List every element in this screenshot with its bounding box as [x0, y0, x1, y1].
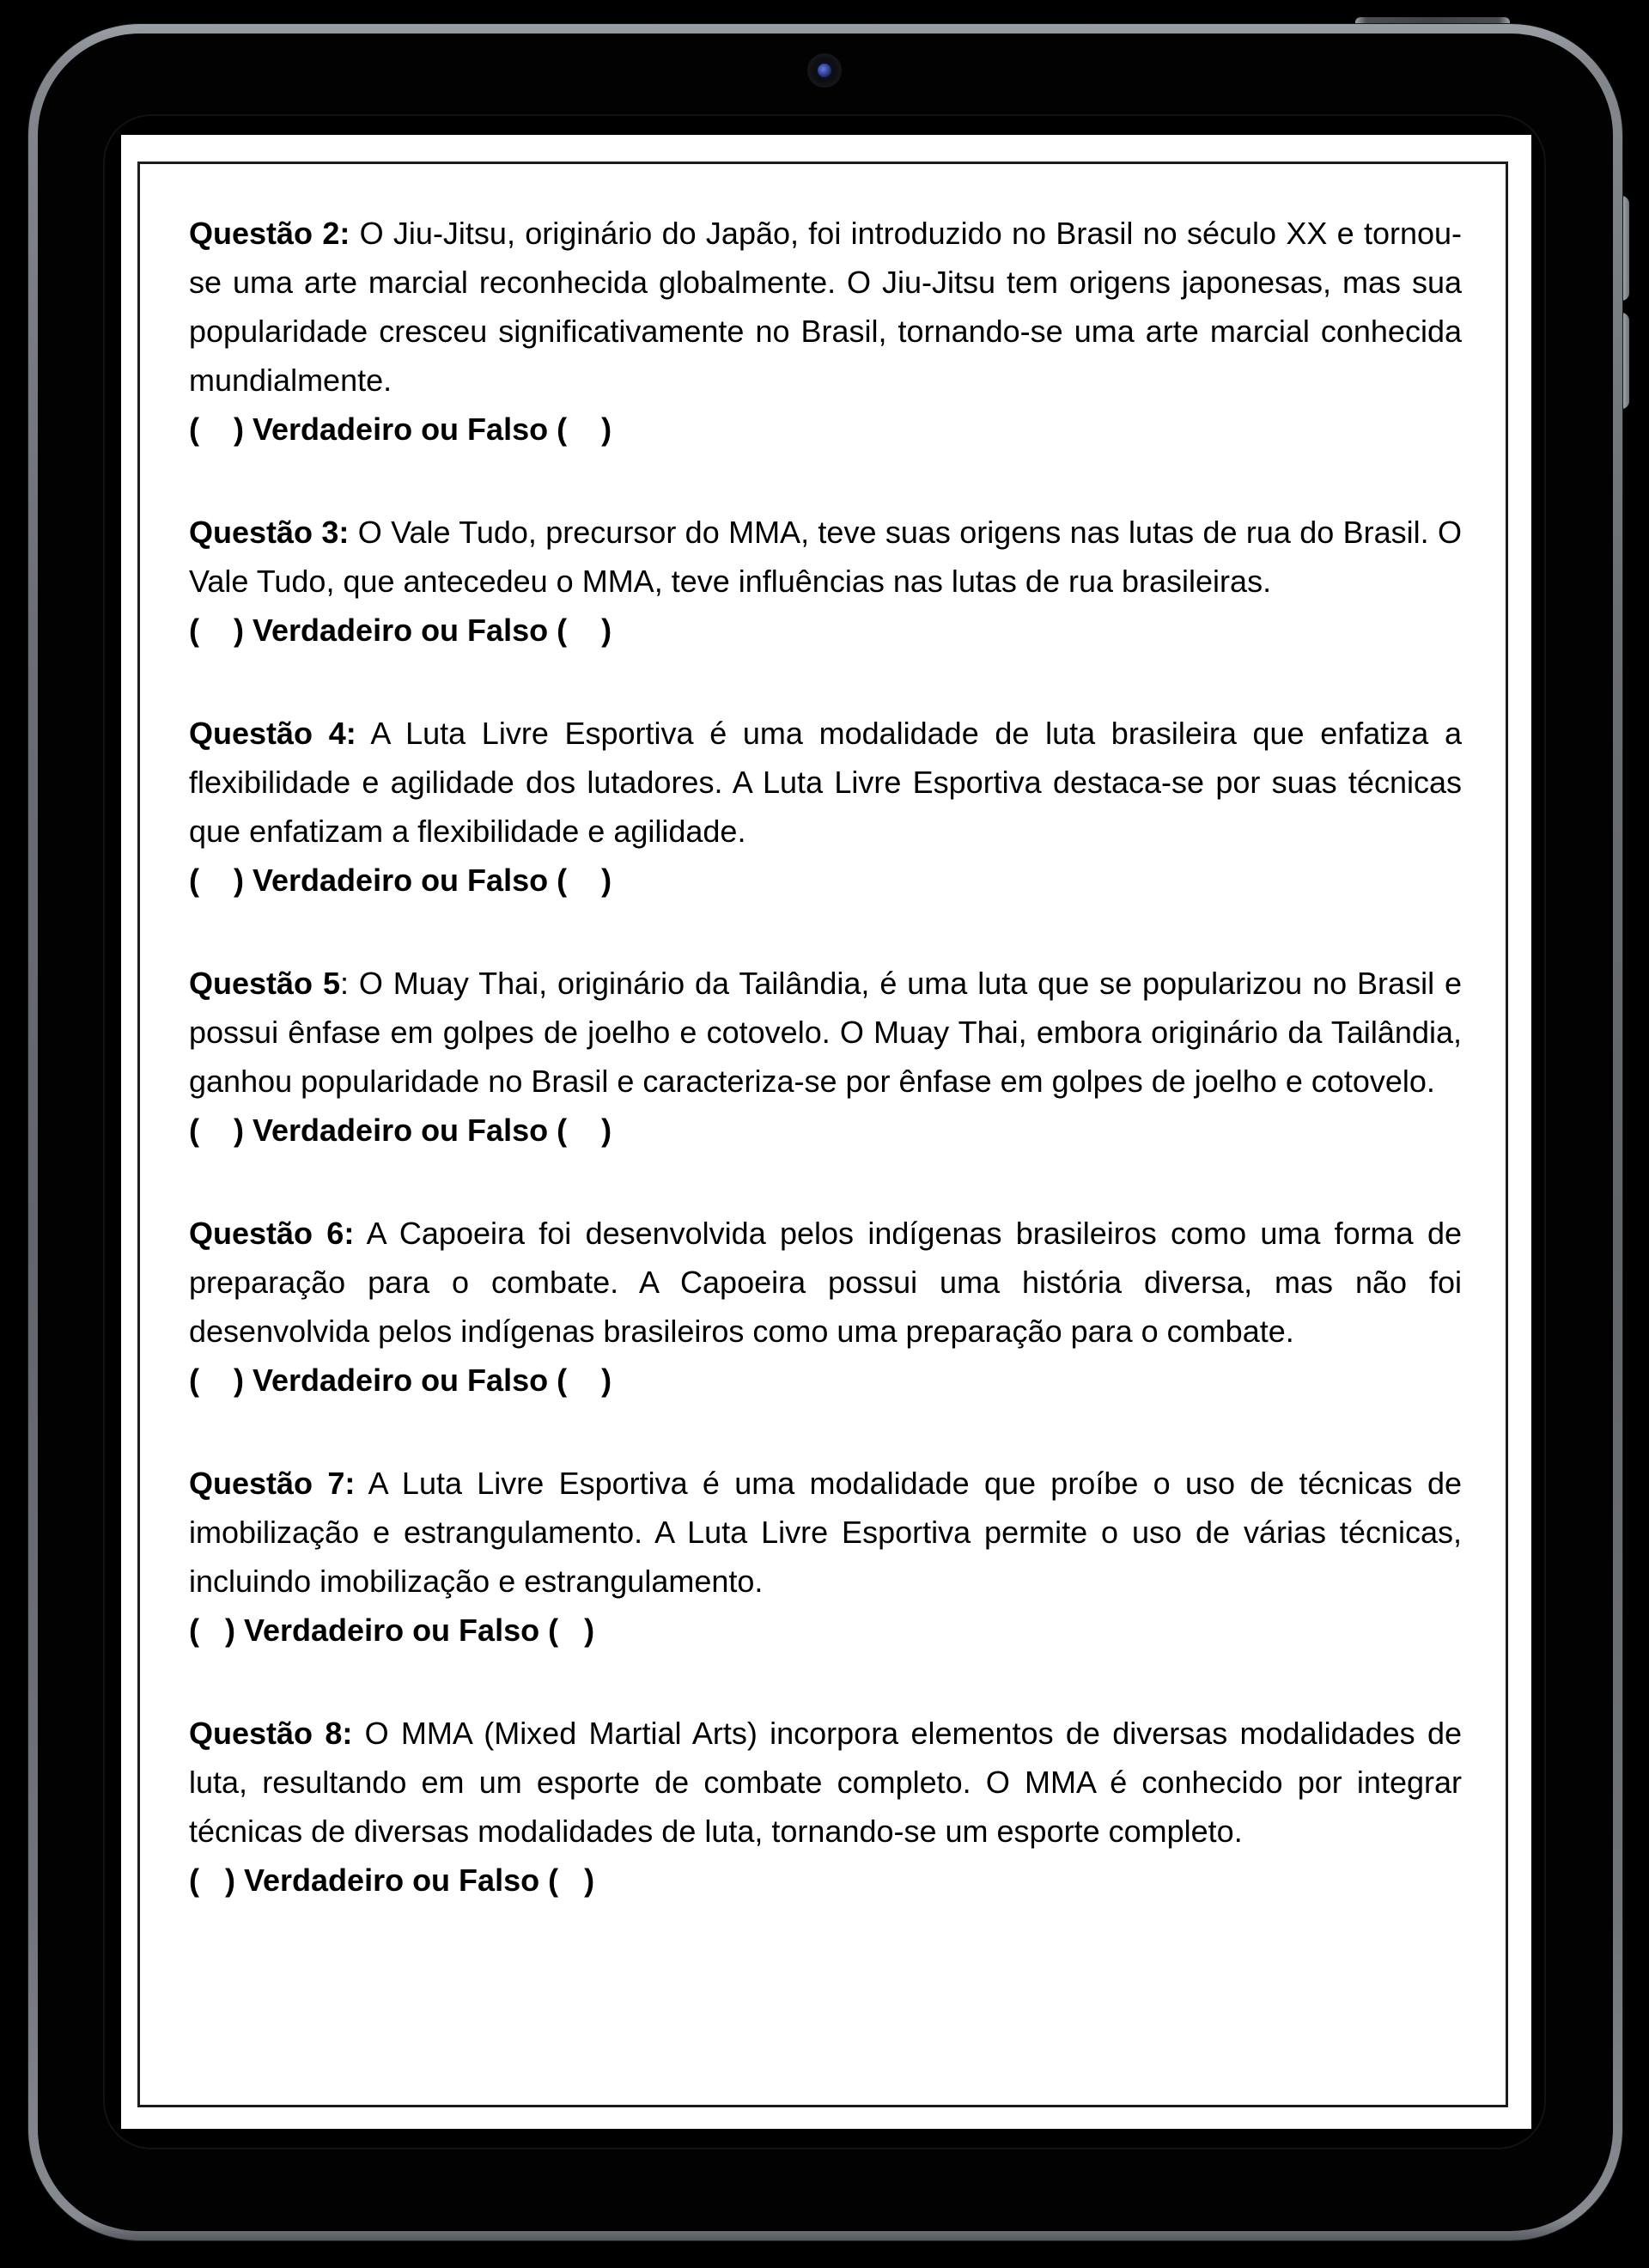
front-camera-icon	[807, 53, 842, 88]
question-block-3	[189, 508, 1462, 655]
true-false-answer-line[interactable]: ( ) Verdadeiro ou Falso ( )	[189, 863, 612, 898]
question-text	[189, 1209, 1462, 1356]
question-number-label: Questão 3:	[189, 515, 350, 550]
question-text	[189, 1459, 1462, 1606]
question-number-label: Questão 6:	[189, 1216, 355, 1251]
question-body: O Jiu-Jitsu, originário do Japão, foi introduzido no Brasil no século XX e tornou-se uma arte marcial reconhecida globalmente. O Jiu-Jitsu tem origens japonesas, mas sua popularidade cresceu significativamente no Brasil, tornando-se uma arte marcial conhecida mundialmente.	[189, 216, 1463, 398]
question-body: A Capoeira foi desenvolvida pelos indígenas brasileiros como uma forma de preparação para o combate. A Capoeira possui uma história diversa, mas não foi desenvolvida pelos indígenas brasileiros como uma preparação para o combate.	[189, 1216, 1463, 1349]
camera-lens-icon	[818, 64, 831, 77]
question-text	[189, 959, 1462, 1106]
question-number-label: Questão 4:	[189, 716, 356, 751]
question-block-8	[189, 1709, 1462, 1905]
question-body: A Luta Livre Esportiva é uma modalidade que proíbe o uso de técnicas de imobilização e estrangulamento. A Luta Livre Esportiva permite o uso de várias técnicas, incluindo imobilização e estrangulamento.	[189, 1466, 1462, 1599]
document-border	[137, 162, 1508, 2107]
question-block-5	[189, 959, 1462, 1155]
question-block-4	[189, 709, 1462, 905]
true-false-answer-line[interactable]: ( ) Verdadeiro ou Falso ( )	[189, 1863, 595, 1898]
true-false-answer-line[interactable]: ( ) Verdadeiro ou Falso ( )	[189, 1613, 595, 1648]
true-false-answer-line[interactable]: ( ) Verdadeiro ou Falso ( )	[189, 613, 612, 648]
question-body: : O Muay Thai, originário da Tailândia, é uma luta que se popularizou no Brasil e possui ênfase em golpes de joelho e cotovelo. O Muay Thai, embora originário da Tailândia, ganhou popularidade no Brasil e caracteriza-se por ênfase em golpes de joelho e cotovelo.	[189, 966, 1462, 1099]
question-block-6	[189, 1209, 1462, 1405]
true-false-answer-line[interactable]: ( ) Verdadeiro ou Falso ( )	[189, 1113, 612, 1148]
question-block-2	[189, 209, 1462, 454]
question-text	[189, 209, 1462, 405]
question-number-label: Questão 8:	[189, 1716, 353, 1751]
true-false-answer-line[interactable]: ( ) Verdadeiro ou Falso ( )	[189, 1363, 612, 1398]
question-body: A Luta Livre Esportiva é uma modalidade de luta brasileira que enfatiza a flexibilidade e agilidade dos lutadores. A Luta Livre Esportiva destaca-se por suas técnicas que enfatizam a flexibilidade e agilidade.	[189, 716, 1463, 849]
question-number-label: Questão 2:	[189, 216, 350, 251]
question-text	[189, 709, 1462, 856]
question-body: O MMA (Mixed Martial Arts) incorpora elementos de diversas modalidades de luta, resultando em um esporte de combate completo. O MMA é conhecido por integrar técnicas de diversas modalidades de luta, tornando-se um esporte completo.	[189, 1716, 1463, 1849]
question-block-7	[189, 1459, 1462, 1655]
true-false-answer-line[interactable]: ( ) Verdadeiro ou Falso ( )	[189, 412, 612, 447]
question-text	[189, 508, 1462, 606]
question-body: O Vale Tudo, precursor do MMA, teve suas origens nas lutas de rua do Brasil. O Vale Tudo, que antecedeu o MMA, teve influências nas lutas de rua brasileiras.	[189, 515, 1463, 599]
question-number-label: Questão 7:	[189, 1466, 356, 1501]
question-number-label: Questão 5	[189, 966, 340, 1001]
question-text	[189, 1709, 1462, 1856]
